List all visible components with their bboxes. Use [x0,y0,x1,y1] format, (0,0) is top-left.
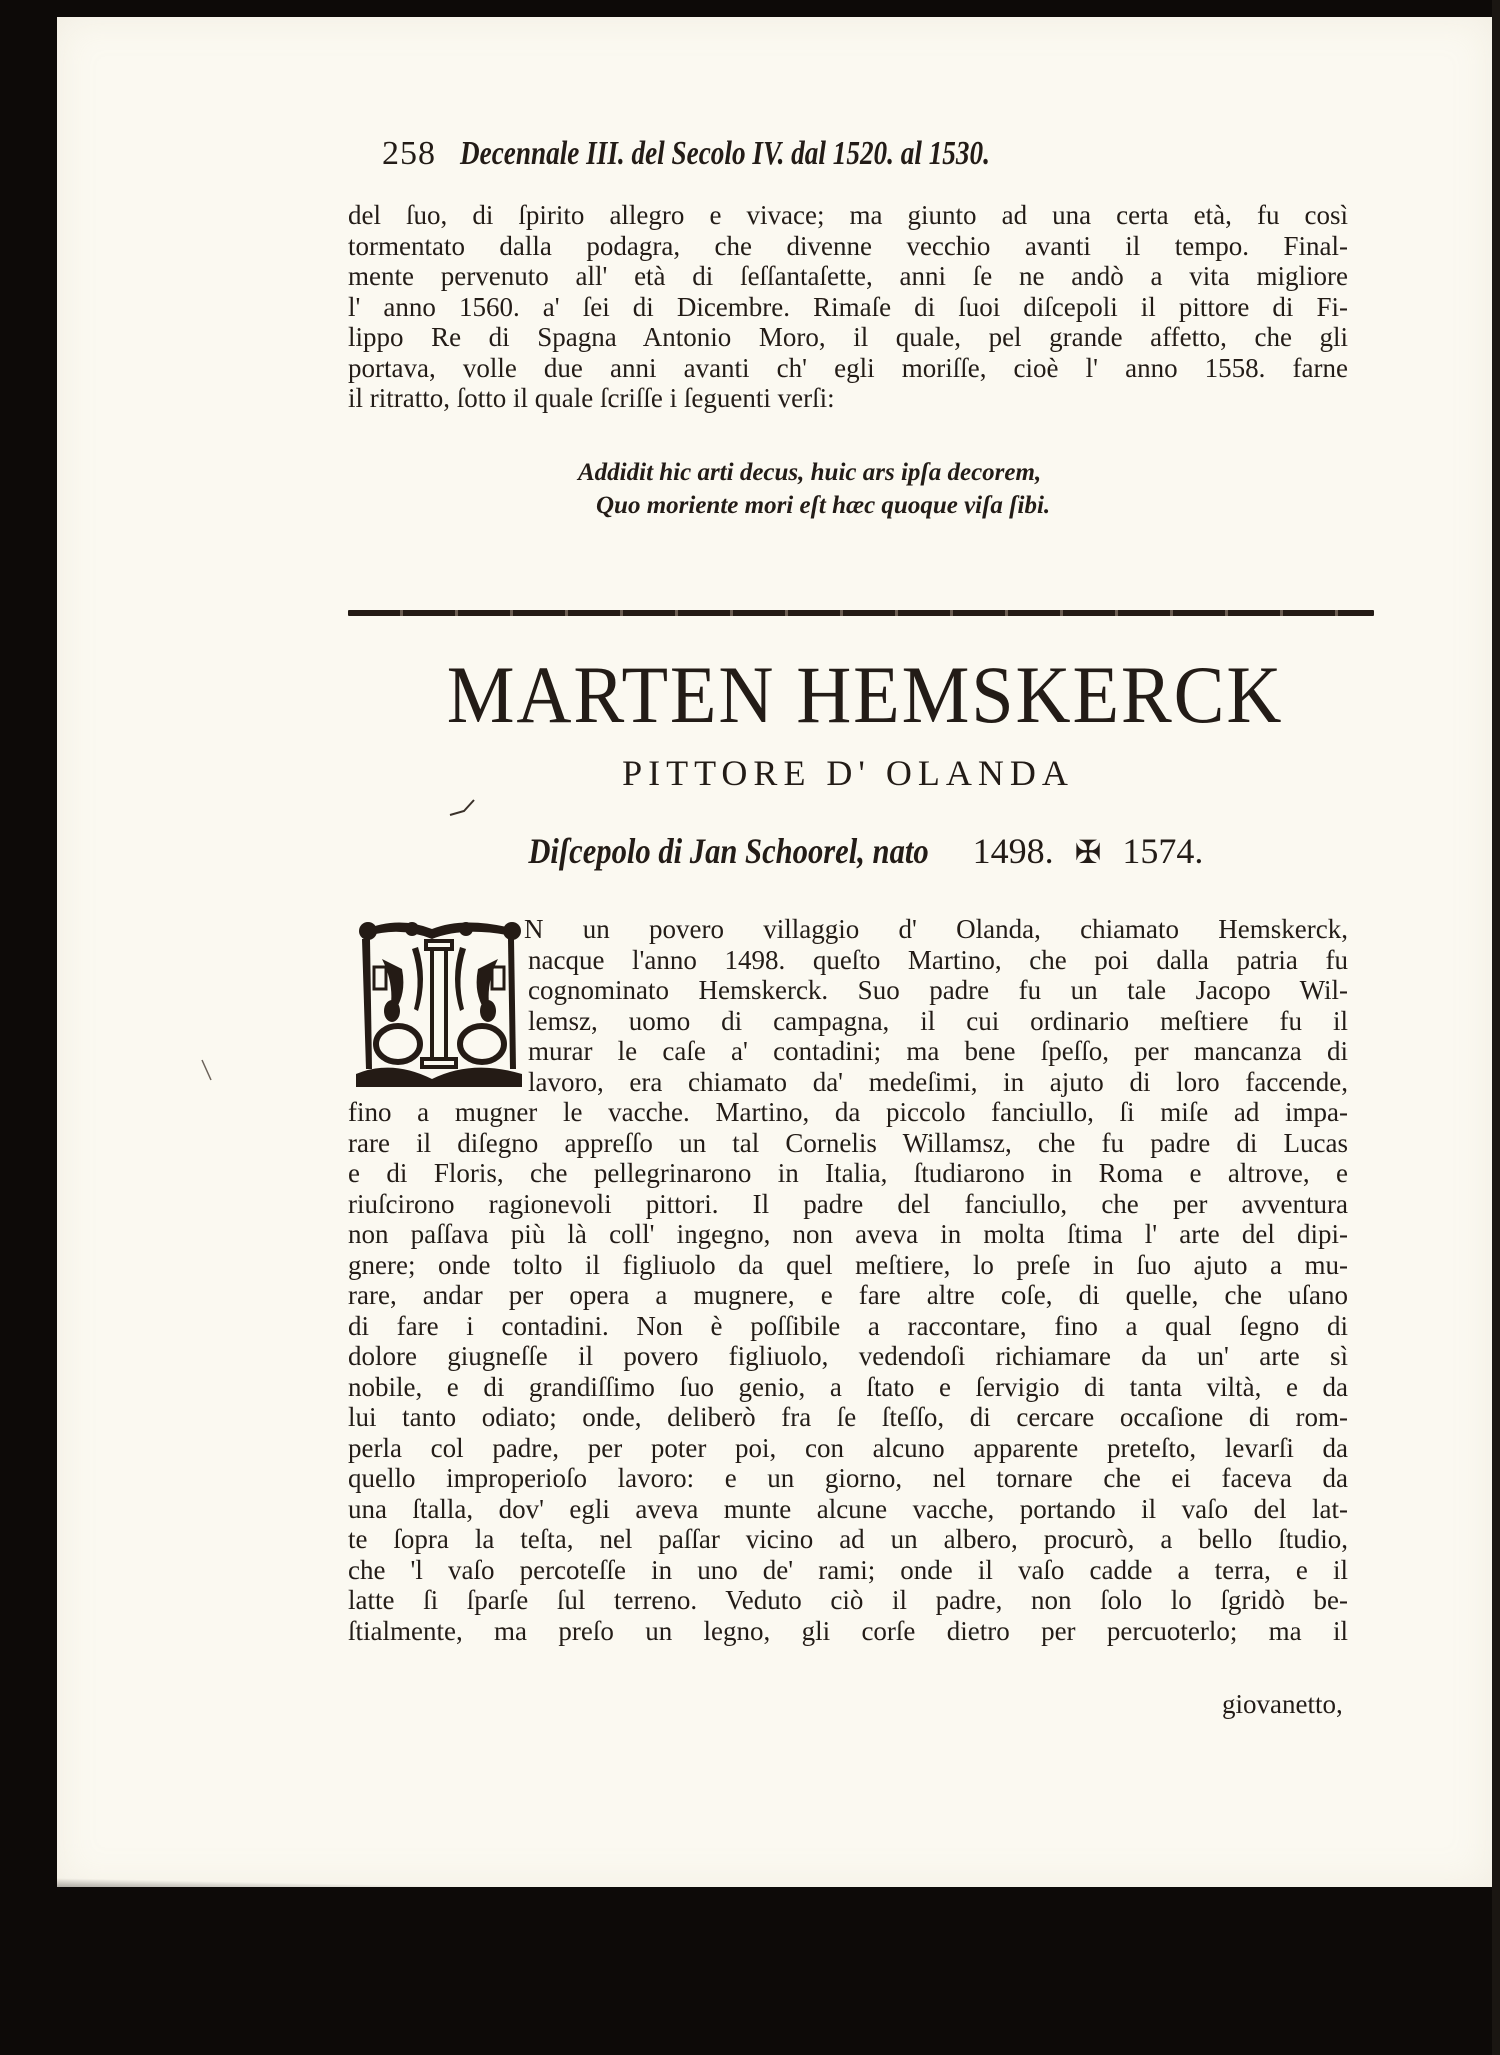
text-line: rare il diſegno appreſſo un tal Cornelis Willamsz, che fu padre di Lucas [348,1127,1348,1158]
text-line: quello improperioſo lavoro: e un giorno, nel tornare che ei faceva da [348,1463,1348,1493]
text-line: mente pervenuto all' età di ſeſſantaſette, anni ſe ne andò a vita migliore [348,261,1348,291]
article-byline [348,830,1348,872]
text-line: nobile, e di grandiſſimo ſuo genio, a ſtato e ſervigio di tanta viltà, e da [348,1371,1348,1402]
running-head [382,135,1382,173]
text-line: lui tanto odiato; onde, deliberò fra ſe ſteſſo, di cercare occaſione di rom- [348,1402,1348,1432]
text-line: gnere; onde tolto il figliuolo da quel meſtiere, lo preſe in ſuo ajuto a mu- [348,1249,1348,1280]
text-line: latte ſi ſparſe ſul terreno. Veduto ciò il padre, non ſolo lo ſgridò be- [348,1585,1348,1615]
text-line: non paſſava più là coll' ingegno, non aveva in molta ſtima l' arte del dipi- [348,1219,1348,1249]
article-subtitle: PITTORE D' OLANDA [622,753,1074,793]
verse-line-2: Quo moriente mori eſt hæc quoque viſa ſibi. [596,492,1051,519]
catchword: giovanetto, [1222,1689,1343,1719]
verse-line-1: Addidit hic arti decus, huic ars ipſa decorem, [578,459,1042,486]
text-line: cognominato Hemskerck. Suo padre fu un tale Jacopo Wil- [528,975,1348,1005]
pen-mark [448,797,478,819]
text-line: riuſcirono ragionevoli pittori. Il padre del fanciullo, che per avventura [348,1188,1348,1219]
text-line: del ſuo, di ſpirito allegro e vivace; ma giunto ad una certa età, fu così [348,200,1348,230]
birth-year: 1498. [972,831,1054,871]
text-line: che 'l vaſo percoteſſe in uno de' rami; onde il vaſo cadde a terra, e il [348,1554,1348,1585]
text-line: murar le caſe a' contadini; ma bene ſpeſſo, per mancanza di [528,1036,1348,1066]
pen-mark [200,1058,214,1084]
article-body [348,914,1348,1646]
death-year: 1574. [1122,831,1204,871]
text-line: ſtialmente, ma preſo un legno, gli corſe dietro per percuoterlo; ma il [348,1615,1348,1646]
page-number: 258 [382,135,436,172]
scan-right-edge [1492,0,1500,2055]
section-divider-rule [348,610,1374,616]
text-line: rare, andar per opera a mugnere, e fare altre coſe, di quelle, che uſano [348,1280,1348,1310]
text-line: nacque l'anno 1498. queſto Martino, che poi dalla patria fu [528,944,1348,975]
text-line: fino a mugner le vacche. Martino, da piccolo fanciullo, ſi miſe ad impa- [348,1097,1348,1127]
running-head-title: Decennale III. del Secolo IV. dal 1520. al 1530. [460,135,990,172]
article-title: MARTEN HEMSKERCK [446,649,1284,740]
text-line: portava, volle due anni avanti ch' egli moriſſe, cioè l' anno 1558. farne [348,352,1348,383]
text-line: tormentato dalla podagra, che divenne vecchio avanti il tempo. Final- [348,230,1348,261]
text-line: una ſtalla, dov' egli aveva munte alcune vacche, portando il vaſo del lat- [348,1493,1348,1524]
text-line: perla col padre, per poter poi, con alcuno apparente preteſto, levarſi da [348,1432,1348,1463]
text-line: lemsz, uomo di campagna, il cui ordinario meſtiere fu il [528,1005,1348,1036]
epitaph-verse [348,456,1348,522]
text-line: l' anno 1560. a' ſei di Dicembre. Rimaſe di ſuoi diſcepoli il pittore di Fi- [348,291,1348,322]
text-line: lippo Re di Spagna Antonio Moro, il quale, pel grande affetto, che gli [348,322,1348,352]
death-cross-icon: ✠ [1074,834,1102,870]
text-line: te ſopra la teſta, nel paſſar vicino ad un albero, procurò, a bello ſtudio, [348,1524,1348,1554]
text-line: N un povero villaggio d' Olanda, chiamato Hemskerck, [524,914,1348,944]
text-line: lavoro, era chiamato da' medeſimi, in ajuto di loro faccende, [528,1066,1348,1097]
byline-text: Diſcepolo di Jan Schoorel, nato [527,831,929,871]
text-line: il ritratto, ſotto il quale ſcriſſe i ſeguenti verſi: [348,383,835,413]
page-bottom-edge-shadow [57,1878,1492,1938]
text-line: dolore giugneſſe il povero figliuolo, vedendoſi richiamare da un' arte sì [348,1341,1348,1371]
text-line: di fare i contadini. Non è poſſibile a raccontare, fino a qual ſegno di [348,1310,1348,1341]
previous-biography-ending [348,200,1348,414]
text-line: e di Floris, che pellegrinarono in Italia, ſtudiarono in Roma e altrove, e [348,1158,1348,1188]
